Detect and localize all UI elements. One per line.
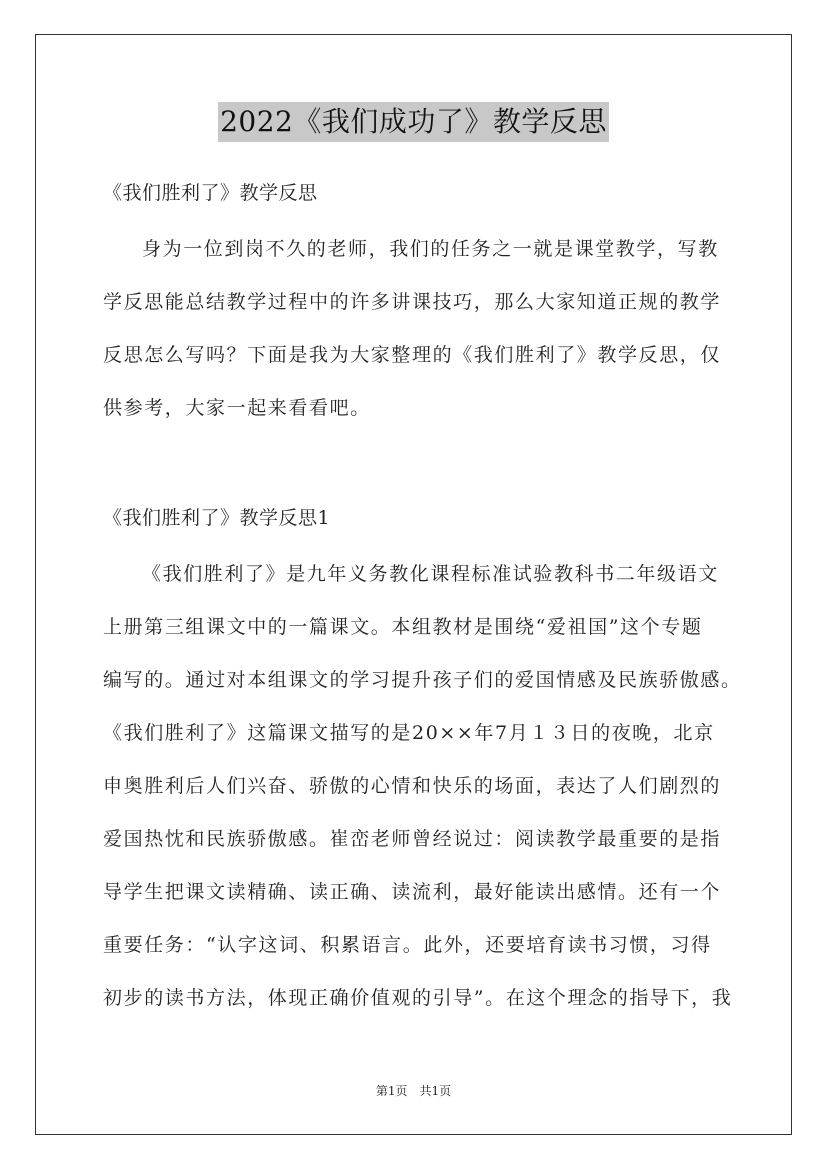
paragraph-line: 重要任务：“认字这词、积累语言。此外，还要培育读书习惯，习得 [103, 934, 712, 956]
paragraph-line: 身为一位到岗不久的老师，我们的任务之一就是课堂教学，写教 [142, 238, 719, 260]
paragraph-line: 《我们胜利了》是九年义务教化课程标准试验教科书二年级语文 [142, 563, 719, 585]
section-heading: 《我们胜利了》教学反思 [103, 182, 318, 204]
paragraph-line: 上册第三组课文中的一篇课文。本组教材是围绕“爱祖国”这个专题 [103, 616, 703, 638]
paragraph-line: 《我们胜利了》这篇课文描写的是20××年7月１３日的夜晚，北京 [103, 722, 715, 744]
paragraph-line: 爱国热忱和民族骄傲感。崔峦老师曾经说过：阅读教学最重要的是指 [103, 828, 722, 850]
paragraph-line: 供参考，大家一起来看看吧。 [103, 397, 371, 419]
paragraph-line: 申奥胜利后人们兴奋、骄傲的心情和快乐的场面，表达了人们剧烈的 [103, 775, 722, 797]
page-footer: 第1页 共1页 [375, 1084, 452, 1098]
document-title: 2022《我们成功了》教学反思 [218, 102, 609, 142]
paragraph-line: 导学生把课文读精确、读正确、读流利，最好能读出感情。还有一个 [103, 881, 722, 903]
section-heading: 《我们胜利了》教学反思1 [103, 507, 331, 529]
paragraph-line: 学反思能总结教学过程中的许多讲课技巧，那么大家知道正规的教学 [103, 291, 722, 313]
paragraph-line: 初步的读书方法，体现正确价值观的引导”。在这个理念的指导下，我 [103, 987, 733, 1009]
paragraph-line: 编写的。通过对本组课文的学习提升孩子们的爱国情感及民族骄傲感。 [103, 669, 742, 691]
paragraph-line: 反思怎么写吗？下面是我为大家整理的《我们胜利了》教学反思，仅 [103, 344, 722, 366]
title-container [0, 102, 827, 142]
